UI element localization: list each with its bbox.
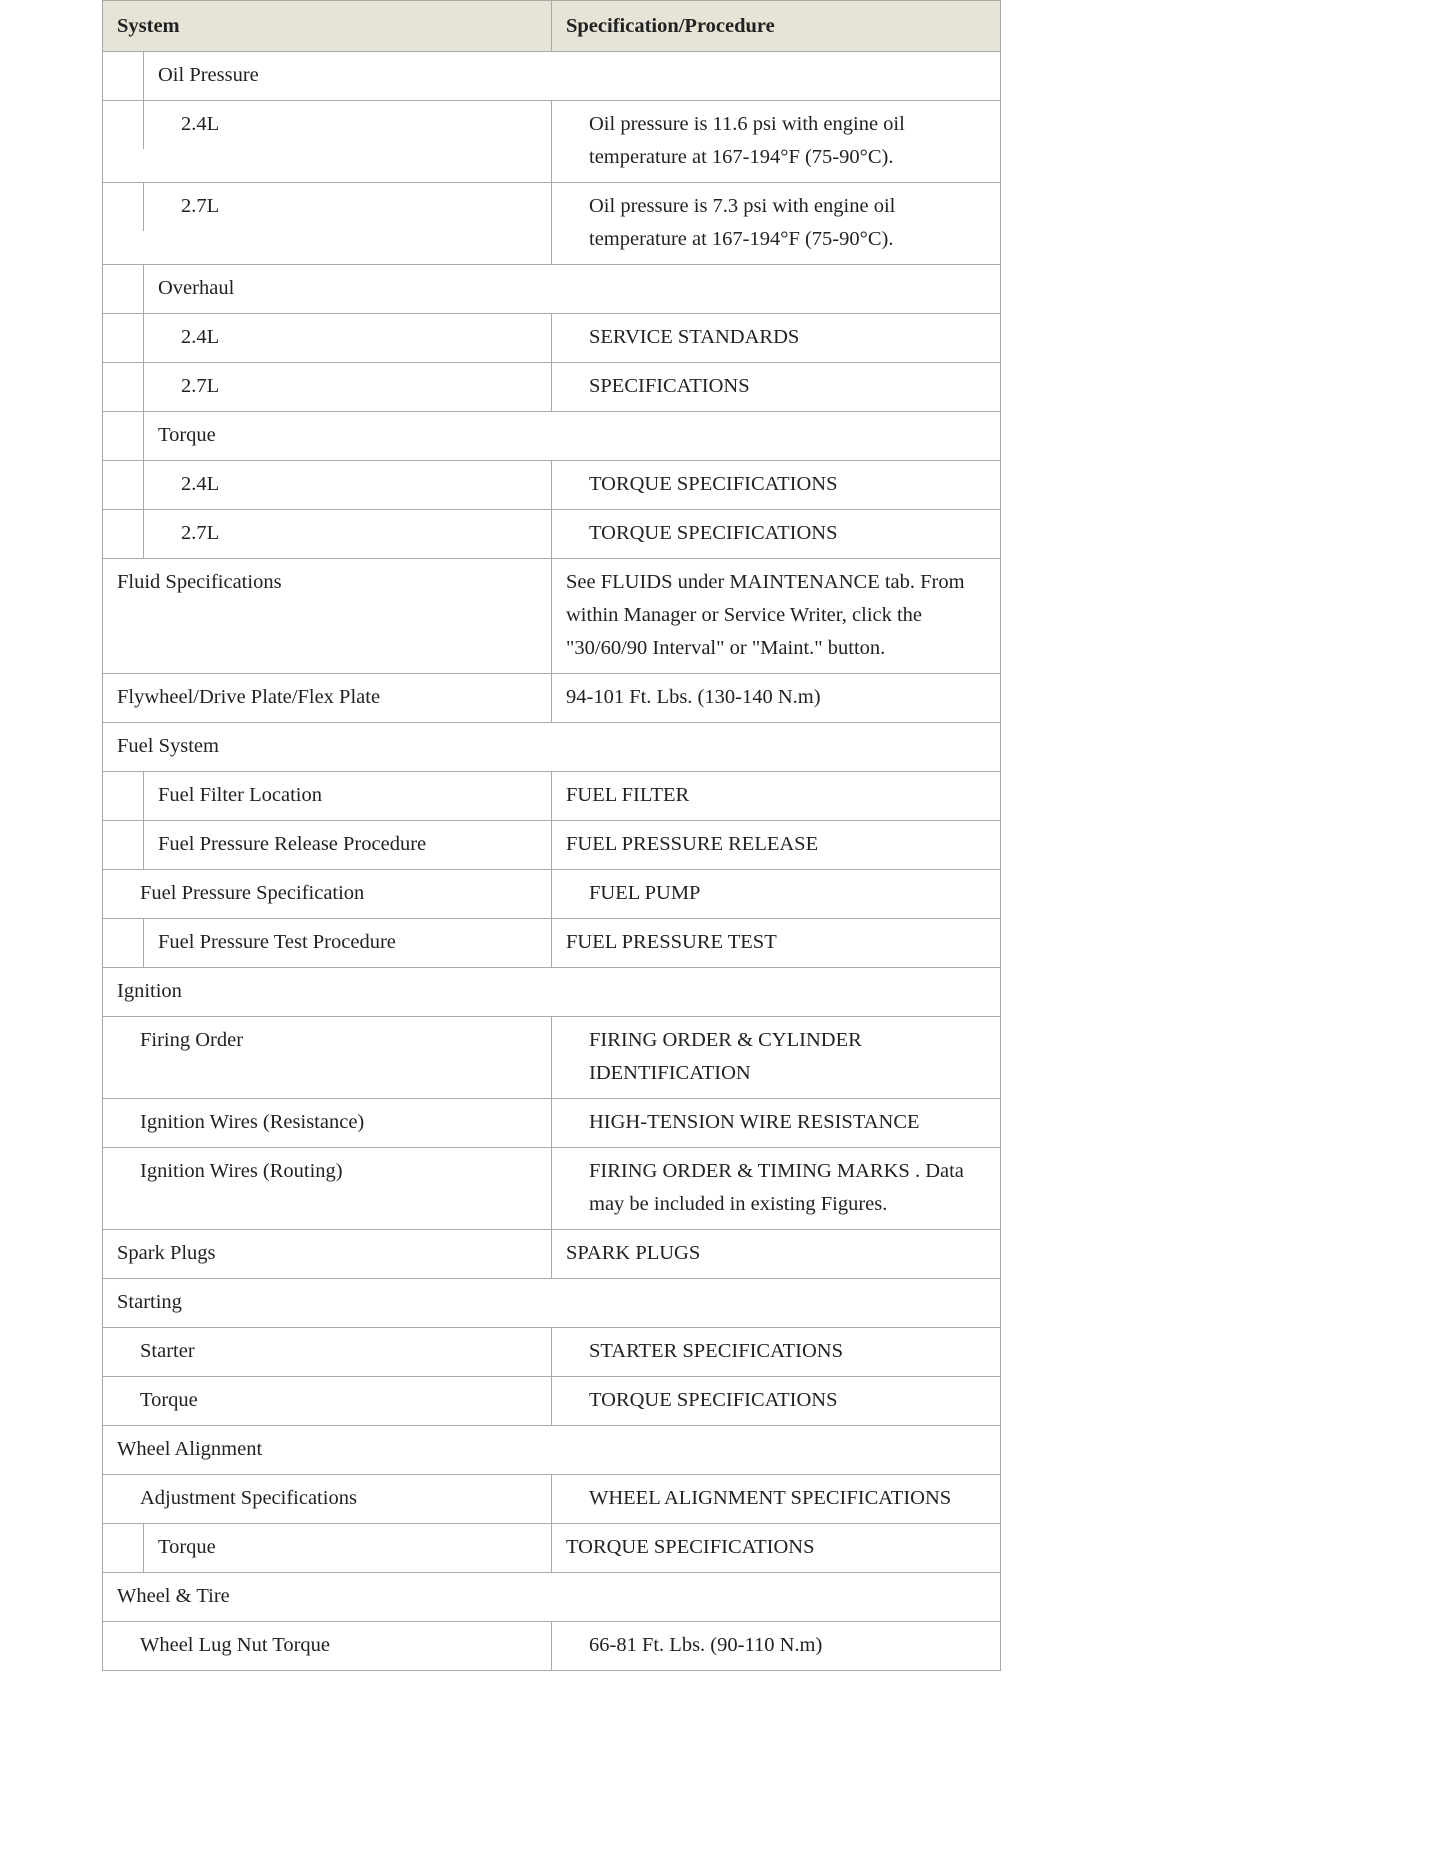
specification-cell bbox=[552, 1328, 1001, 1377]
system-cell bbox=[103, 1524, 552, 1573]
system-cell bbox=[103, 412, 1001, 461]
specification-table bbox=[102, 0, 1001, 1671]
specification-text: FUEL FILTER bbox=[566, 784, 690, 806]
table-row bbox=[103, 52, 1001, 101]
system-cell bbox=[103, 1377, 552, 1426]
indent-marker bbox=[103, 919, 144, 967]
table-row bbox=[103, 183, 1001, 265]
indent-marker bbox=[103, 510, 144, 558]
specification-cell bbox=[552, 772, 1001, 821]
specification-text: FIRING ORDER & CYLINDER IDENTIFICATION bbox=[589, 1029, 862, 1084]
table-row bbox=[103, 559, 1001, 674]
table-row bbox=[103, 870, 1001, 919]
specification-cell bbox=[552, 919, 1001, 968]
specification-text: TORQUE SPECIFICATIONS bbox=[589, 473, 838, 495]
system-label: 2.7L bbox=[181, 522, 220, 544]
indent-marker bbox=[103, 52, 144, 100]
table-row bbox=[103, 510, 1001, 559]
system-cell bbox=[103, 363, 552, 412]
system-label: Fuel System bbox=[117, 735, 219, 757]
system-cell bbox=[103, 101, 552, 183]
specification-cell bbox=[552, 870, 1001, 919]
header-system: System bbox=[103, 1, 552, 52]
specification-cell bbox=[552, 510, 1001, 559]
system-label: 2.7L bbox=[181, 195, 220, 217]
specification-text: TORQUE SPECIFICATIONS bbox=[589, 522, 838, 544]
system-label: 2.4L bbox=[181, 326, 220, 348]
system-cell bbox=[103, 674, 552, 723]
system-label: Fuel Filter Location bbox=[158, 784, 322, 806]
specification-text: 66-81 Ft. Lbs. (90-110 N.m) bbox=[589, 1634, 823, 1656]
system-cell bbox=[103, 870, 552, 919]
system-label: Torque bbox=[158, 1536, 216, 1558]
system-label: Ignition Wires (Resistance) bbox=[140, 1111, 365, 1133]
specification-text: Oil pressure is 7.3 psi with engine oil temperature at 167-194°F (75-90°C). bbox=[589, 195, 896, 250]
specification-text: STARTER SPECIFICATIONS bbox=[589, 1340, 843, 1362]
specification-text: SERVICE STANDARDS bbox=[589, 326, 800, 348]
header-specification: Specification/Procedure bbox=[552, 1, 1001, 52]
table-row bbox=[103, 723, 1001, 772]
specification-cell bbox=[552, 1230, 1001, 1279]
system-label: 2.7L bbox=[181, 375, 220, 397]
table-row bbox=[103, 674, 1001, 723]
system-cell bbox=[103, 510, 552, 559]
specification-text: SPECIFICATIONS bbox=[589, 375, 750, 397]
system-label: Oil Pressure bbox=[158, 64, 259, 86]
system-label: 2.4L bbox=[181, 473, 220, 495]
specification-cell bbox=[552, 1622, 1001, 1671]
system-cell bbox=[103, 183, 552, 265]
specification-text: TORQUE SPECIFICATIONS bbox=[589, 1389, 838, 1411]
indent-marker bbox=[103, 1524, 144, 1572]
system-label: Fuel Pressure Release Procedure bbox=[158, 833, 427, 855]
table-row bbox=[103, 461, 1001, 510]
table-body bbox=[103, 52, 1001, 1671]
specification-text: FIRING ORDER & TIMING MARKS . Data may be included in existing Figures. bbox=[589, 1160, 964, 1215]
system-label: Starting bbox=[117, 1291, 182, 1313]
table-row bbox=[103, 919, 1001, 968]
table-row bbox=[103, 101, 1001, 183]
system-label: Torque bbox=[140, 1389, 198, 1411]
specification-text: Oil pressure is 11.6 psi with engine oil temperature at 167-194°F (75-90°C). bbox=[589, 113, 905, 168]
specification-text: 94-101 Ft. Lbs. (130-140 N.m) bbox=[566, 686, 821, 708]
system-label: Ignition bbox=[117, 980, 182, 1002]
specification-text: HIGH-TENSION WIRE RESISTANCE bbox=[589, 1111, 920, 1133]
table-row bbox=[103, 1017, 1001, 1099]
indent-marker bbox=[103, 772, 144, 820]
specification-text: WHEEL ALIGNMENT SPECIFICATIONS bbox=[589, 1487, 952, 1509]
specification-cell bbox=[552, 101, 1001, 183]
system-label: Wheel Alignment bbox=[117, 1438, 263, 1460]
system-cell bbox=[103, 1328, 552, 1377]
table-row bbox=[103, 265, 1001, 314]
table-row bbox=[103, 1328, 1001, 1377]
indent-marker bbox=[103, 821, 144, 869]
table-row bbox=[103, 772, 1001, 821]
indent-marker bbox=[103, 101, 144, 149]
system-label: Overhaul bbox=[158, 277, 235, 299]
specification-text: See FLUIDS under MAINTENANCE tab. From within Manager or Service Writer, click the "30/60/90 Interval" or "Maint." button. bbox=[566, 571, 965, 659]
specification-cell bbox=[552, 1475, 1001, 1524]
system-cell bbox=[103, 559, 552, 674]
system-cell bbox=[103, 1099, 552, 1148]
table-row bbox=[103, 1279, 1001, 1328]
indent-marker bbox=[103, 183, 144, 231]
system-label: Fluid Specifications bbox=[117, 571, 282, 593]
specification-text: FUEL PUMP bbox=[589, 882, 701, 904]
system-cell bbox=[103, 1279, 1001, 1328]
system-label: Fuel Pressure Test Procedure bbox=[158, 931, 396, 953]
table-row bbox=[103, 1426, 1001, 1475]
system-cell bbox=[103, 1148, 552, 1230]
specification-cell bbox=[552, 1377, 1001, 1426]
system-label: Spark Plugs bbox=[117, 1242, 216, 1264]
system-label: Ignition Wires (Routing) bbox=[140, 1160, 343, 1182]
table-row bbox=[103, 1230, 1001, 1279]
specification-cell bbox=[552, 363, 1001, 412]
specification-cell bbox=[552, 461, 1001, 510]
system-label: Starter bbox=[140, 1340, 195, 1362]
specification-cell bbox=[552, 1524, 1001, 1573]
table-row bbox=[103, 1524, 1001, 1573]
system-label: Adjustment Specifications bbox=[140, 1487, 357, 1509]
specification-cell bbox=[552, 1099, 1001, 1148]
system-cell bbox=[103, 968, 1001, 1017]
specification-cell bbox=[552, 314, 1001, 363]
specification-text: SPARK PLUGS bbox=[566, 1242, 701, 1264]
system-cell bbox=[103, 821, 552, 870]
specification-text: FUEL PRESSURE RELEASE bbox=[566, 833, 819, 855]
system-label: Wheel & Tire bbox=[117, 1585, 230, 1607]
system-cell bbox=[103, 1622, 552, 1671]
specification-cell bbox=[552, 559, 1001, 674]
table-row bbox=[103, 821, 1001, 870]
specification-cell bbox=[552, 821, 1001, 870]
specification-cell bbox=[552, 1017, 1001, 1099]
specification-cell bbox=[552, 1148, 1001, 1230]
system-cell bbox=[103, 461, 552, 510]
table-row bbox=[103, 968, 1001, 1017]
system-label: Firing Order bbox=[140, 1029, 244, 1051]
system-cell bbox=[103, 314, 552, 363]
table-row bbox=[103, 1148, 1001, 1230]
table-row bbox=[103, 1622, 1001, 1671]
indent-marker bbox=[103, 265, 144, 313]
specification-text: TORQUE SPECIFICATIONS bbox=[566, 1536, 815, 1558]
table-row bbox=[103, 412, 1001, 461]
indent-marker bbox=[103, 412, 144, 460]
system-cell bbox=[103, 1230, 552, 1279]
indent-marker bbox=[103, 314, 144, 362]
system-cell bbox=[103, 919, 552, 968]
system-cell bbox=[103, 52, 1001, 101]
table-row bbox=[103, 1099, 1001, 1148]
table-row bbox=[103, 1475, 1001, 1524]
system-cell bbox=[103, 1017, 552, 1099]
table-row bbox=[103, 1573, 1001, 1622]
system-label: Fuel Pressure Specification bbox=[140, 882, 365, 904]
system-label: 2.4L bbox=[181, 113, 220, 135]
system-cell bbox=[103, 1573, 1001, 1622]
system-cell bbox=[103, 1475, 552, 1524]
table-row bbox=[103, 314, 1001, 363]
system-label: Torque bbox=[158, 424, 216, 446]
system-cell bbox=[103, 772, 552, 821]
table-row bbox=[103, 1377, 1001, 1426]
system-label: Wheel Lug Nut Torque bbox=[140, 1634, 331, 1656]
system-cell bbox=[103, 1426, 1001, 1475]
system-label: Flywheel/Drive Plate/Flex Plate bbox=[117, 686, 381, 708]
table-row bbox=[103, 363, 1001, 412]
indent-marker bbox=[103, 461, 144, 509]
table-header-row bbox=[103, 1, 1001, 52]
specification-cell bbox=[552, 183, 1001, 265]
specification-text: FUEL PRESSURE TEST bbox=[566, 931, 777, 953]
system-cell bbox=[103, 723, 1001, 772]
system-cell bbox=[103, 265, 1001, 314]
indent-marker bbox=[103, 363, 144, 411]
specification-cell bbox=[552, 674, 1001, 723]
